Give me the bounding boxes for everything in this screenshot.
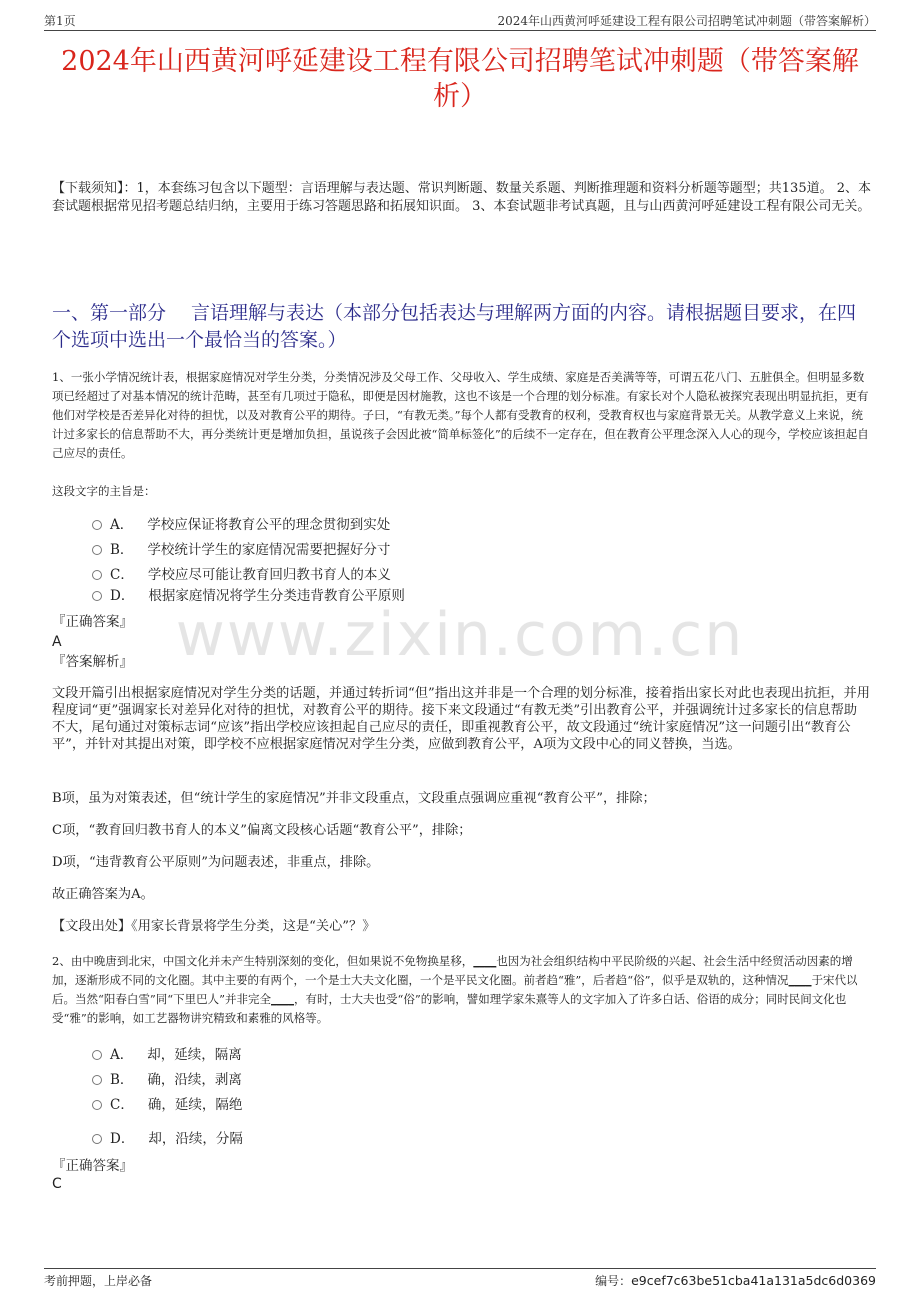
q1-answer-label: 『正确答案』 — [52, 614, 133, 630]
q1-question: 这段文字的主旨是： — [52, 484, 156, 498]
section-title: 一、第一部分 言语理解与表达（本部分包括表达与理解两方面的内容。请根据题目要求，在四个选项中选出一个最恰当的答案。） — [52, 302, 857, 351]
q2-option-c[interactable]: C． 确，延续，隔绝 — [92, 1096, 242, 1114]
blank-3: ____ — [271, 992, 295, 1006]
header-divider — [44, 30, 876, 31]
radio-icon[interactable] — [92, 1100, 102, 1110]
q1-analysis-label: 『答案解析』 — [52, 654, 133, 670]
page-header — [0, 0, 920, 30]
q1-analysis-d: D项，“违背教育公平原则”为问题表述，非重点，排除。 — [52, 855, 380, 870]
footer-doc-id: 编号：e9cef7c63be51cba41a131a5dc6d0369 — [595, 1273, 876, 1288]
radio-icon[interactable] — [92, 1134, 102, 1144]
blank-1: ____ — [473, 954, 497, 968]
q1-option-a[interactable]: A． 学校应保证将教育公平的理念贯彻到实处 — [92, 516, 390, 534]
q2-option-a[interactable]: A． 却，延续，隔离 — [92, 1046, 242, 1064]
q1-analysis-b: B项，虽为对策表述，但“统计学生的家庭情况”并非文段重点，文段重点强调应重视“教育公平”，排除； — [52, 791, 656, 806]
q1-source: 【文段出处】《用家长背景将学生分类，这是“关心”？》 — [52, 919, 376, 934]
q1-option-d[interactable]: D． 根据家庭情况将学生分类违背教育公平原则 — [92, 587, 405, 605]
q2-stem: 2、由中晚唐到北宋，中国文化并未产生特别深刻的变化，但如果说不免物换星移，____也因为社会组织结构中平民阶级的兴起、社会生活中经贸活动因素的增加，逐渐形成不同的文化圈。其中主要的有两个，一个是士大夫文化圈，一个是平民文化圈。前者趋“雅”，后者趋“俗”，似乎是双轨的，这种情况____于宋代以后。当然“阳春白雪”同“下里巴人”并非完全____，有时，士大夫也受“俗”的影响，譬如理学家朱熹等人的文字加入了许多白话、俗语的成分；同时民间文化也受“雅”的影响，如工艺器物讲究精致和素雅的风格等。 — [52, 954, 858, 1025]
doc-id-code: e9cef7c63be51cba41a131a5dc6d0369 — [631, 1273, 876, 1288]
q1-answer: A — [52, 634, 62, 650]
q1-analysis-main: 文段开篇引出根据家庭情况对学生分类的话题，并通过转折词“但”指出这并非是一个合理的划分标准，接着指出家长对此也表现出抗拒，并用程度词“更”强调家长对差异化对待的担忧，对教育公平的期待。接下来文段通过“有教无类”引出教育公平，并强调统计过多家长的信息帮助不大，尾句通过对策标志词“应该”指出学校应该担起自己应尽的责任，即重视教育公平，故文段通过“统计家庭情况”这一问题引出“教育公平”，并针对其提出对策，即学校不应根据家庭情况对学生分类，应做到教育公平，A项为文段中心的同义替换，当选。 — [52, 686, 870, 752]
download-notice: 【下载须知】：1，本套练习包含以下题型：言语理解与表达题、常识判断题、数量关系题、判断推理题和资料分析题等题型；共135道。 2、本套试题根据常见招考题总结归纳，主要用于练习答题思路和拓展知识面。 3、本套试题非考试真题，且与山西黄河呼延建设工程有限公司无关。 — [52, 181, 871, 214]
q1-stem: 1、一张小学情况统计表，根据家庭情况对学生分类，分类情况涉及父母工作、父母收入、学生成绩、家庭是否美满等等，可谓五花八门、五脏俱全。但明显多数项已经超过了对基本情况的统计范畴，甚至有几项过于隐私，即便是因材施教，这也不该是一个合理的划分标准。有家长对个人隐私被探究表现出明显抗拒，更有他们对学校是否差异化对待的担忧，以及对教育公平的期待。子曰，“有教无类。”每个人都有受教育的权利，受教育权也与家庭背景无关。从教学意义上来说，统计过多家长的信息帮助不大，再分类统计更是增加负担，虽说孩子会因此被“简单标签化”的后续不一定存在，但在教育公平理念深入人心的现今，学校应该担起自己应尽的责任。 — [52, 370, 869, 460]
q1-option-c[interactable]: C． 学校应尽可能让教育回归教书育人的本义 — [92, 566, 391, 584]
q2-option-d[interactable]: D． 却，沿续，分隔 — [92, 1130, 243, 1148]
watermark: www.zixin.com.cn — [175, 600, 745, 670]
page-number: 第1页 — [44, 14, 76, 28]
header-doc-title: 2024年山西黄河呼延建设工程有限公司招聘笔试冲刺题（带答案解析） — [497, 14, 876, 28]
radio-icon[interactable] — [92, 1075, 102, 1085]
document-title: 2024年山西黄河呼延建设工程有限公司招聘笔试冲刺题（带答案解析） — [61, 46, 859, 112]
radio-icon[interactable] — [92, 545, 102, 555]
q2-answer-label: 『正确答案』 — [52, 1158, 133, 1174]
footer-divider — [44, 1268, 876, 1269]
radio-icon[interactable] — [92, 570, 102, 580]
radio-icon[interactable] — [92, 1050, 102, 1060]
q1-conclusion: 故正确答案为A。 — [52, 887, 154, 902]
q1-analysis-c: C项，“教育回归教书育人的本义”偏离文段核心话题“教育公平”，排除； — [52, 823, 472, 838]
q2-answer: C — [52, 1176, 62, 1192]
blank-2: ____ — [788, 973, 812, 987]
q2-option-b[interactable]: B． 确，沿续，剥离 — [92, 1071, 242, 1089]
radio-icon[interactable] — [92, 520, 102, 530]
q1-option-b[interactable]: B． 学校统计学生的家庭情况需要把握好分寸 — [92, 541, 390, 559]
footer-slogan: 考前押题，上岸必备 — [44, 1274, 153, 1288]
